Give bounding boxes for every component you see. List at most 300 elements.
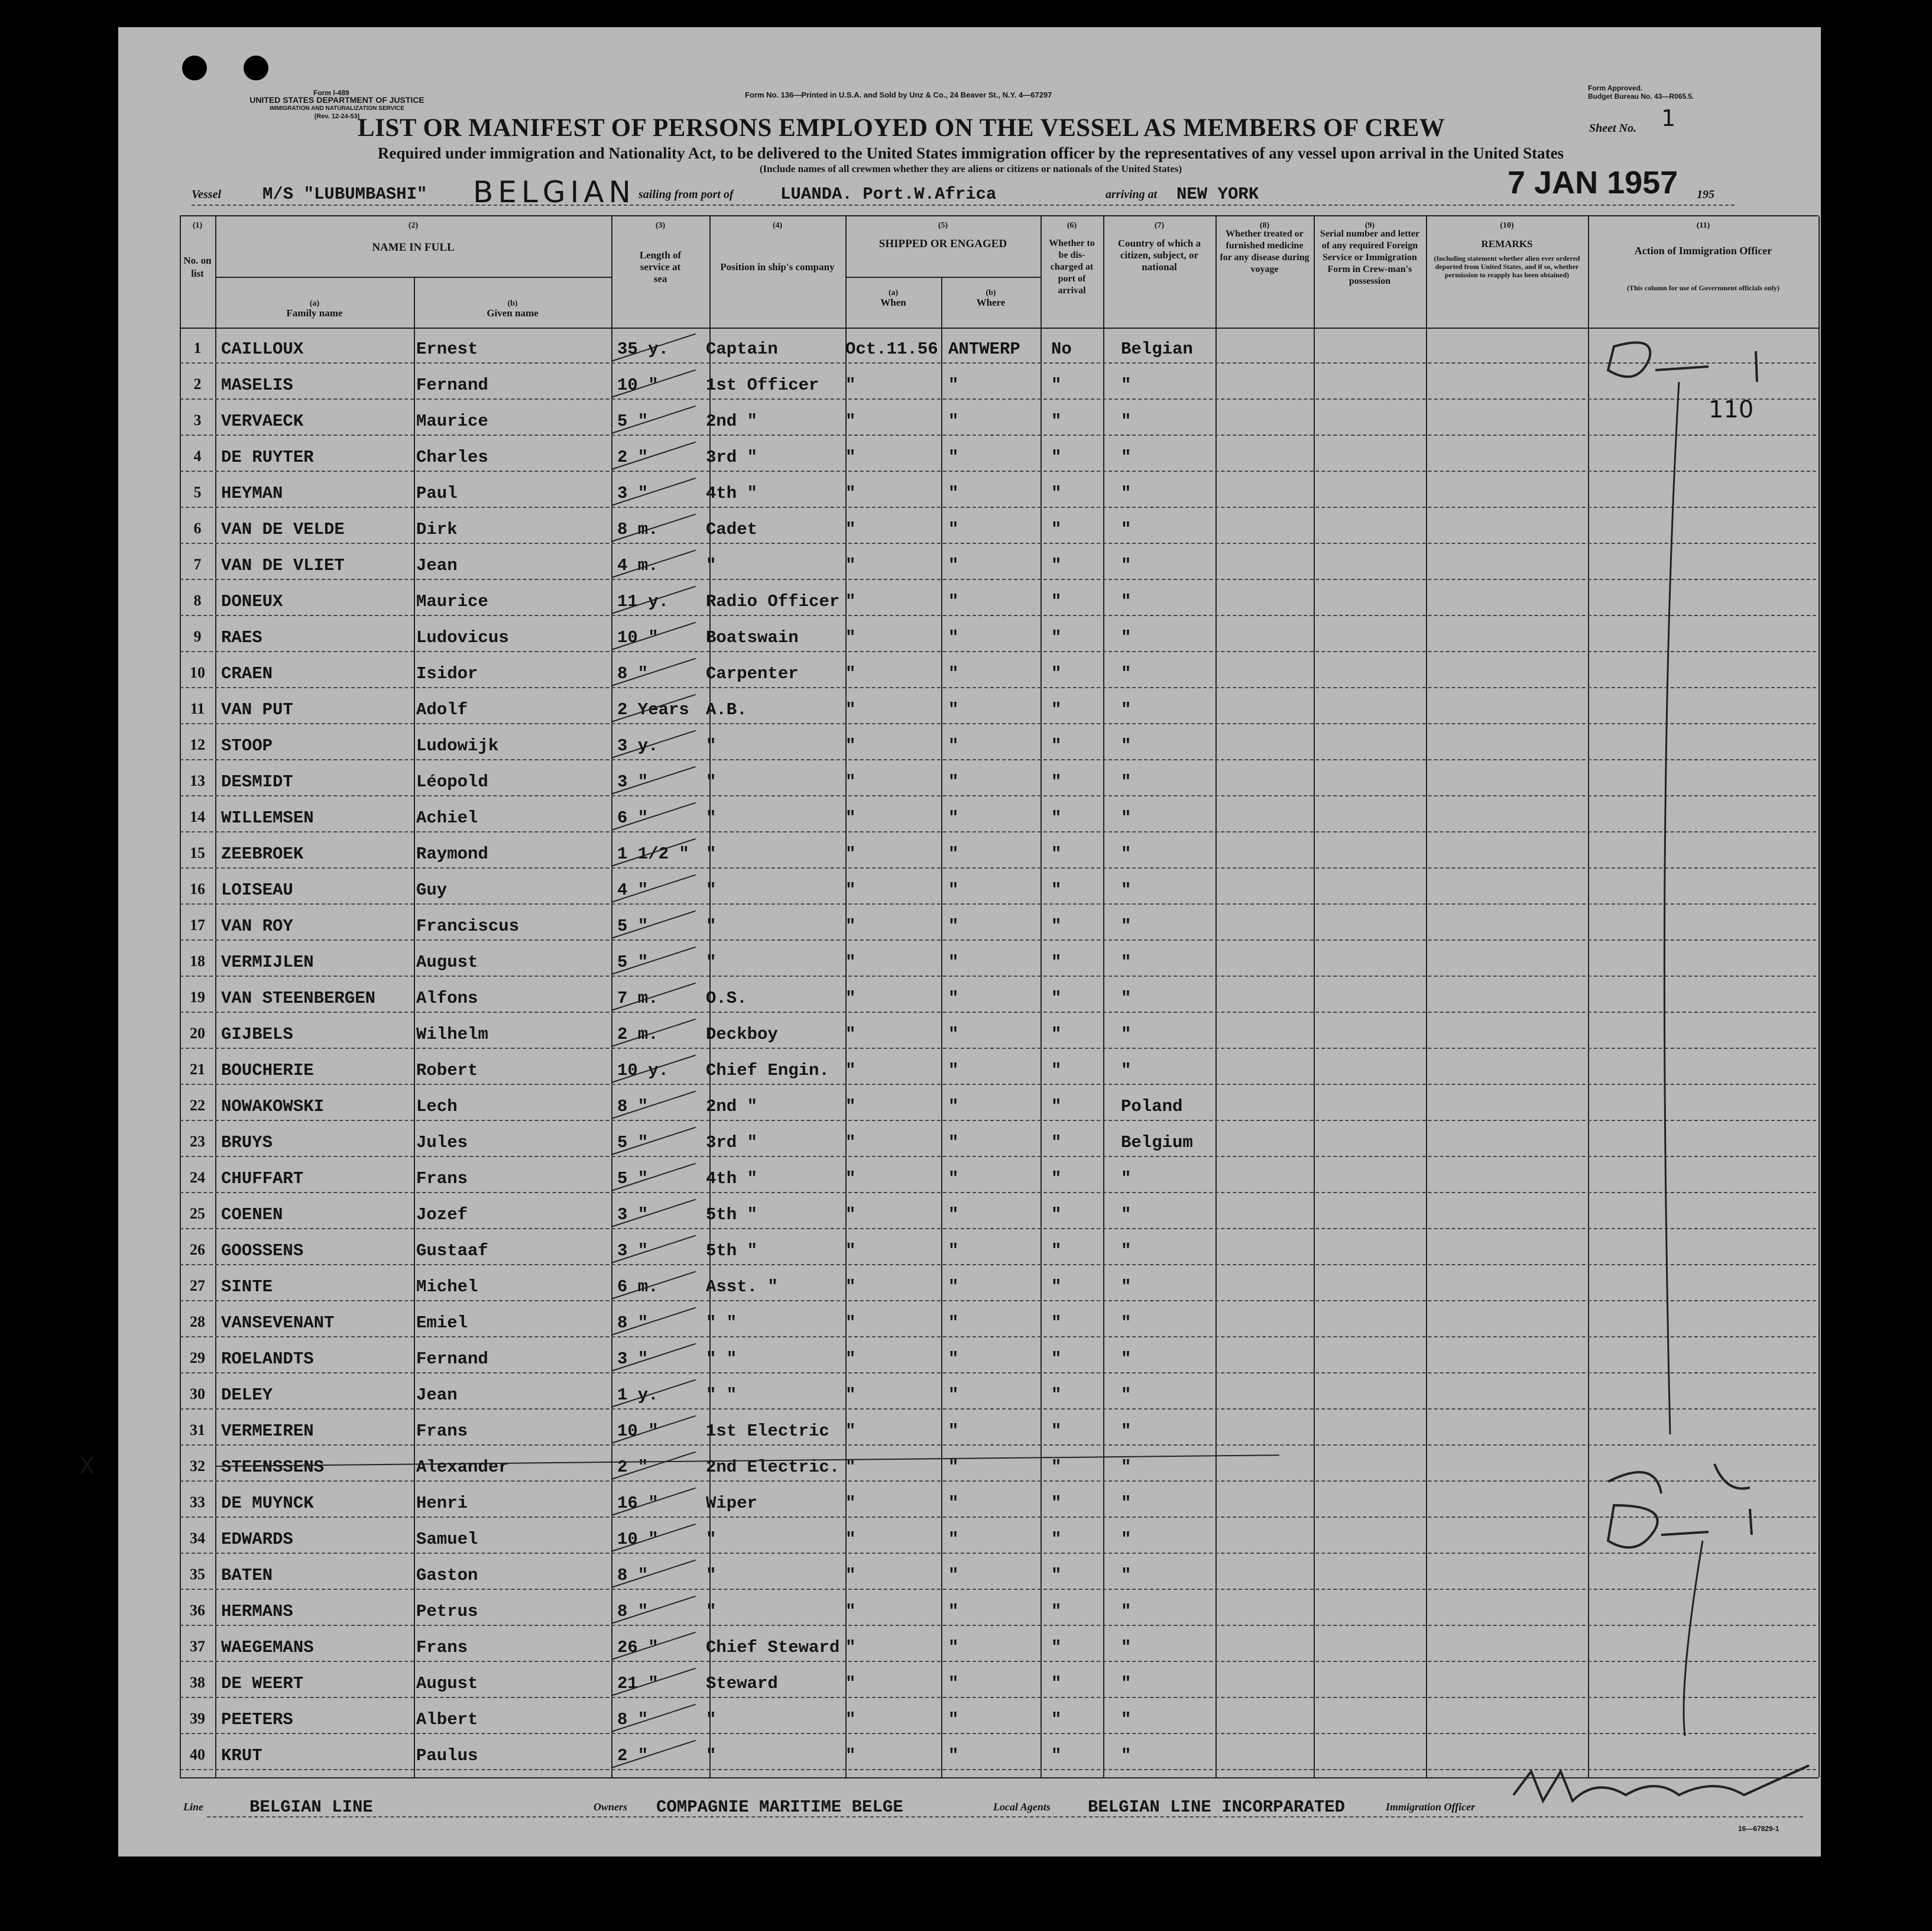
cell-position: " (706, 1530, 717, 1549)
cell-family: BATEN (221, 1566, 273, 1585)
cell-service: 10 " (617, 1530, 659, 1549)
col5-header: SHIPPED OR ENGAGED (879, 238, 1007, 250)
cell-service: 5 " (617, 952, 649, 972)
cell-when: " (845, 1493, 856, 1513)
cell-when: " (845, 844, 856, 864)
cell-service: 10 y. (617, 1061, 669, 1080)
cell-given: Maurice (416, 592, 488, 611)
cell-given: Léopold (416, 772, 488, 792)
action-bracket-line-2 (1684, 1541, 1703, 1736)
cell-given: Albert (416, 1710, 478, 1729)
cell-family: CAILLOUX (221, 339, 304, 359)
cell-where: " (948, 1457, 959, 1477)
cell-when: " (845, 989, 856, 1008)
cell-country: " (1121, 700, 1132, 720)
cell-when: " (845, 880, 856, 900)
cell-discharged: " (1051, 1277, 1062, 1297)
deletion-mark: X (79, 1453, 95, 1479)
owners-value: COMPAGNIE MARITIME BELGE (656, 1797, 903, 1817)
cell-given: Isidor (416, 664, 478, 683)
cell-when: " (845, 556, 856, 575)
cell-when: " (845, 484, 856, 503)
cell-no: 7 (193, 556, 202, 573)
cell-country: " (1121, 1061, 1132, 1080)
cell-position: 4th " (706, 484, 758, 503)
cell-when: " (845, 1277, 856, 1297)
cell-no: 25 (190, 1205, 205, 1222)
col5b-num: (b) (986, 289, 996, 297)
cell-position: 5th " (706, 1241, 758, 1261)
cell-service: 16 " (617, 1493, 659, 1513)
cell-position: " " (706, 1313, 737, 1333)
cell-position: 4th " (706, 1169, 758, 1188)
cell-family: CHUFFART (221, 1169, 304, 1188)
action-bracket-line (1664, 382, 1679, 1434)
cell-service: 3 " (617, 1205, 649, 1224)
col8-header: Whether treated or furnished medicine for any disease during voyage (1220, 229, 1309, 274)
cell-service: 26 " (617, 1638, 659, 1657)
cell-service: 8 " (617, 1566, 649, 1585)
cell-no: 26 (190, 1241, 205, 1258)
cell-position: " (706, 952, 717, 972)
cell-country: " (1121, 880, 1132, 900)
col11-num: (11) (1696, 221, 1710, 230)
cell-discharged: " (1051, 989, 1062, 1008)
cell-country: " (1121, 844, 1132, 864)
cell-discharged: " (1051, 1638, 1062, 1657)
cell-position: " (706, 556, 717, 575)
cell-no: 38 (190, 1674, 205, 1691)
cell-position: " (706, 772, 717, 792)
cell-where: " (948, 520, 959, 539)
cell-given: August (416, 1674, 478, 1693)
cell-no: 19 (190, 989, 205, 1006)
cell-no: 13 (190, 772, 205, 789)
cell-given: Guy (416, 880, 448, 900)
cell-given: Jozef (416, 1205, 468, 1224)
cell-discharged: " (1051, 1061, 1062, 1080)
cell-where: " (948, 1385, 959, 1405)
cell-discharged: " (1051, 448, 1062, 467)
cell-no: 8 (193, 592, 202, 609)
col10-note: (Including statement whether alien ever ordered deported from United States, and if so, whether permission to reapply has been obtained) (1434, 254, 1580, 279)
cell-service: 2 " (617, 1457, 649, 1477)
cell-discharged: " (1051, 664, 1062, 683)
cell-given: Jean (416, 1385, 458, 1405)
cell-country: Poland (1121, 1097, 1183, 1116)
cell-discharged: " (1051, 1674, 1062, 1693)
cell-discharged: " (1051, 1349, 1062, 1369)
handwritten-dash (1655, 367, 1709, 370)
col2b-header: Given name (487, 307, 539, 319)
col10-num: (10) (1500, 221, 1514, 230)
cell-where: " (948, 628, 959, 647)
col2-header: NAME IN FULL (372, 241, 455, 254)
agents-value: BELGIAN LINE INCORPARATED (1088, 1797, 1346, 1817)
cell-given: Jean (416, 556, 458, 575)
cell-given: Michel (416, 1277, 478, 1297)
cell-when: " (845, 1566, 856, 1585)
cell-country: " (1121, 808, 1132, 828)
cell-position: 5th " (706, 1205, 758, 1224)
cell-when: " (845, 1025, 856, 1044)
cell-discharged: " (1051, 1530, 1062, 1549)
cell-when: Oct.11.56 (845, 339, 938, 359)
cell-where: " (948, 808, 959, 828)
manifest-sheet (79, 27, 1821, 1857)
year-suffix: 195 (1697, 188, 1714, 201)
cell-when: " (845, 1638, 856, 1657)
cell-when: " (845, 1061, 856, 1080)
col3-header: Length of service at sea (639, 250, 682, 284)
cell-country: " (1121, 1421, 1132, 1441)
cell-country: " (1121, 1457, 1132, 1477)
col11-note: (This column for use of Government officials only) (1626, 284, 1780, 292)
cell-when: " (845, 628, 856, 647)
sheet-number: 1 (1661, 105, 1676, 131)
cell-service: 1 y. (617, 1385, 659, 1405)
col10-header: REMARKS (1481, 238, 1533, 250)
cell-discharged: " (1051, 1493, 1062, 1513)
officer-label: Immigration Officer (1386, 1801, 1476, 1813)
cell-position: " (706, 844, 717, 864)
cell-given: Frans (416, 1638, 468, 1657)
cell-discharged: " (1051, 375, 1062, 395)
cell-when: " (845, 1133, 856, 1152)
cell-discharged: " (1051, 556, 1062, 575)
cell-family: WAEGEMANS (221, 1638, 314, 1657)
cell-where: " (948, 1205, 959, 1224)
cell-given: Franciscus (416, 916, 520, 936)
line-value: BELGIAN LINE (249, 1797, 373, 1817)
cell-when: " (845, 1710, 856, 1729)
cell-when: " (845, 664, 856, 683)
cell-service: 8 " (617, 1313, 649, 1333)
cell-where: " (948, 1566, 959, 1585)
cell-service: 2 " (617, 1746, 649, 1765)
cell-family: VAN DE VELDE (221, 520, 345, 539)
cell-service: 1 1/2 " (617, 844, 689, 864)
cell-family: STEENSSENS (221, 1457, 325, 1477)
cell-position: 2nd " (706, 1097, 758, 1116)
cell-where: " (948, 1277, 959, 1297)
cell-where: " (948, 1638, 959, 1657)
cell-no: 18 (190, 952, 205, 970)
cell-given: Ludovicus (416, 628, 509, 647)
cell-family: DE RUYTER (221, 448, 314, 467)
cell-given: Adolf (416, 700, 468, 720)
cell-family: DELEY (221, 1385, 273, 1405)
cell-no: 5 (193, 484, 202, 501)
owners-label: Owners (594, 1801, 628, 1813)
cell-where: " (948, 916, 959, 936)
cell-when: " (845, 808, 856, 828)
form-subnote: (Include names of all crewmen whether they are aliens or citizens or nationals of the United States) (759, 163, 1182, 174)
cell-service: 8 " (617, 1710, 649, 1729)
cell-no: 17 (190, 916, 205, 934)
form-subtitle: Required under immigration and Nationality Act, to be delivered to the United States immigration officer by the representatives of any vessel upon arrival in the United States (377, 144, 1564, 162)
cell-country: " (1121, 1746, 1132, 1765)
cell-service: 4 m. (617, 556, 659, 575)
cell-discharged: " (1051, 772, 1062, 792)
cell-where: " (948, 1313, 959, 1333)
cell-service: 5 " (617, 916, 649, 936)
cell-family: VAN STEENBERGEN (221, 989, 376, 1008)
cell-position: Wiper (706, 1493, 758, 1513)
cell-given: Jules (416, 1133, 468, 1152)
cell-service: 10 " (617, 1421, 659, 1441)
cell-no: 36 (190, 1602, 205, 1619)
cell-position: " (706, 880, 717, 900)
cell-no: 32 (190, 1457, 205, 1475)
cell-given: Gaston (416, 1566, 478, 1585)
cell-given: Alexander (416, 1457, 509, 1477)
cell-no: 1 (193, 339, 202, 357)
agency-name: UNITED STATES DEPARTMENT OF JUSTICE (249, 95, 424, 105)
cell-no: 29 (190, 1349, 205, 1366)
cell-position: 2nd Electric. (706, 1457, 840, 1477)
port-from: LUANDA. Port.W.Africa (780, 184, 997, 204)
handwriting-layer (118, 27, 1821, 1857)
cell-no: 15 (190, 844, 205, 861)
cell-where: " (948, 484, 959, 503)
col4-header: Position in ship's company (720, 261, 835, 273)
cell-position: Deckboy (706, 1025, 778, 1044)
cell-position: Chief Engin. (706, 1061, 829, 1080)
cell-position: 2nd " (706, 412, 758, 431)
cell-country: " (1121, 916, 1132, 936)
cell-discharged: " (1051, 1385, 1062, 1405)
cell-where: " (948, 448, 959, 467)
cell-family: LOISEAU (221, 880, 293, 900)
col6-num: (6) (1067, 221, 1077, 230)
cell-country: " (1121, 1349, 1132, 1369)
cell-family: BRUYS (221, 1133, 273, 1152)
cell-given: Fernand (416, 375, 488, 395)
cell-given: Emiel (416, 1313, 468, 1333)
cell-service: 5 " (617, 1133, 649, 1152)
cell-when: " (845, 1313, 856, 1333)
cell-where: " (948, 952, 959, 972)
cell-when: " (845, 375, 856, 395)
form-revision: (Rev. 12-24-53) (314, 113, 360, 120)
cell-no: 39 (190, 1710, 205, 1727)
cell-service: 2 m. (617, 1025, 659, 1044)
cell-service: 2 Years (617, 700, 689, 720)
cell-family: COENEN (221, 1205, 283, 1224)
cell-no: 20 (190, 1025, 205, 1042)
cell-discharged: " (1051, 736, 1062, 756)
cell-country: " (1121, 1025, 1132, 1044)
cell-country: " (1121, 1277, 1132, 1297)
cell-position: Captain (706, 339, 778, 359)
cell-when: " (845, 1674, 856, 1693)
col2a-header: Family name (286, 307, 343, 319)
cell-service: 3 " (617, 484, 649, 503)
cell-position: 3rd " (706, 448, 758, 467)
cell-when: " (845, 1097, 856, 1116)
cell-when: " (845, 1385, 856, 1405)
col1-num: (1) (192, 221, 203, 230)
cell-family: KRUT (221, 1746, 262, 1765)
cell-where: " (948, 1493, 959, 1513)
cell-family: NOWAKOWSKI (221, 1097, 325, 1116)
cell-discharged: " (1051, 1566, 1062, 1585)
cell-when: " (845, 1421, 856, 1441)
cell-where: " (948, 989, 959, 1008)
cell-service: 21 " (617, 1674, 659, 1693)
vessel-name: M/S "LUBUMBASHI" (262, 184, 427, 204)
cell-service: 3 " (617, 1349, 649, 1369)
cell-no: 34 (190, 1530, 205, 1547)
col3-num: (3) (655, 221, 666, 230)
printer-line: Form No. 136—Printed in U.S.A. and Sold by Unz & Co., 24 Beaver St., N.Y. 4—67297 (745, 90, 1052, 99)
cell-service: 6 " (617, 808, 649, 828)
cell-where: " (948, 700, 959, 720)
cell-where: " (948, 1710, 959, 1729)
cell-where: " (948, 1530, 959, 1549)
cell-service: 3 " (617, 1241, 649, 1261)
cell-given: Lech (416, 1097, 458, 1116)
cell-no: 16 (190, 880, 205, 898)
cell-country: " (1121, 1241, 1132, 1261)
service-name: IMMIGRATION AND NATURALIZATION SERVICE (270, 105, 404, 112)
agents-label: Local Agents (993, 1801, 1051, 1813)
cell-no: 23 (190, 1133, 205, 1150)
cell-position: 1st Electric (706, 1421, 829, 1441)
col6-header: Whether to be dis-charged at port of arrival (1049, 238, 1095, 296)
cell-family: DESMIDT (221, 772, 293, 792)
cell-country: " (1121, 1674, 1132, 1693)
cell-discharged: " (1051, 628, 1062, 647)
cell-where: " (948, 772, 959, 792)
col7-num: (7) (1154, 221, 1165, 230)
cell-country: " (1121, 628, 1132, 647)
cell-discharged: " (1051, 952, 1062, 972)
cell-no: 37 (190, 1638, 205, 1655)
cell-family: DONEUX (221, 592, 283, 611)
cell-country: " (1121, 1530, 1132, 1549)
cell-discharged: " (1051, 916, 1062, 936)
cell-position: " (706, 916, 717, 936)
cell-country: " (1121, 772, 1132, 792)
cell-when: " (845, 916, 856, 936)
cell-no: 4 (193, 448, 202, 465)
cell-given: Paul (416, 484, 458, 503)
cell-country: " (1121, 736, 1132, 756)
cell-where: " (948, 880, 959, 900)
cell-family: GOOSSENS (221, 1241, 304, 1261)
cell-no: 30 (190, 1385, 205, 1402)
cell-country: " (1121, 412, 1132, 431)
cell-where: " (948, 1349, 959, 1369)
cell-given: Achiel (416, 808, 478, 828)
cell-given: Robert (416, 1061, 478, 1080)
cell-no: 6 (193, 520, 202, 537)
cell-when: " (845, 412, 856, 431)
cell-country: " (1121, 952, 1132, 972)
cell-discharged: " (1051, 880, 1062, 900)
cell-country: " (1121, 1566, 1132, 1585)
cell-family: CRAEN (221, 664, 273, 683)
cell-discharged: " (1051, 1602, 1062, 1621)
cell-service: 10 " (617, 375, 659, 395)
cell-family: DE MUYNCK (221, 1493, 314, 1513)
cell-country: " (1121, 520, 1132, 539)
col2b-num: (b) (507, 299, 518, 308)
cell-service: 3 " (617, 772, 649, 792)
cell-family: VAN ROY (221, 916, 293, 936)
cell-when: " (845, 1530, 856, 1549)
budget-number: Budget Bureau No. 43—R065.5. (1588, 92, 1694, 101)
cell-position: " " (706, 1349, 737, 1369)
cell-position: " " (706, 1385, 737, 1405)
cell-position: " (706, 736, 717, 756)
cell-position: A.B. (706, 700, 747, 720)
cell-discharged: " (1051, 1313, 1062, 1333)
cell-service: 4 " (617, 880, 649, 900)
cell-country: " (1121, 1638, 1132, 1657)
cell-no: 11 (190, 700, 205, 717)
cell-position: 3rd " (706, 1133, 758, 1152)
cell-family: WILLEMSEN (221, 808, 314, 828)
cell-discharged: " (1051, 808, 1062, 828)
cell-discharged: " (1051, 1025, 1062, 1044)
cell-family: DE WEERT (221, 1674, 304, 1693)
cell-given: Ludowijk (416, 736, 499, 756)
col11-header: Action of Immigration Officer (1634, 245, 1772, 257)
cell-family: VERVAECK (221, 412, 304, 431)
cell-no: 31 (190, 1421, 205, 1438)
cell-no: 10 (190, 664, 205, 681)
col1-header: No. on list (183, 255, 212, 279)
cell-no: 9 (193, 628, 202, 645)
cell-when: " (845, 1241, 856, 1261)
cell-where: " (948, 375, 959, 395)
cell-discharged: " (1051, 1421, 1062, 1441)
cell-service: 11 y. (617, 592, 669, 611)
cell-where: " (948, 1169, 959, 1188)
cell-when: " (845, 592, 856, 611)
cell-position: Chief Steward (706, 1638, 840, 1657)
cell-where: " (948, 736, 959, 756)
cell-given: Paulus (416, 1746, 478, 1765)
cell-discharged: " (1051, 484, 1062, 503)
cell-when: " (845, 952, 856, 972)
cell-given: Frans (416, 1421, 468, 1441)
cell-country: " (1121, 1205, 1132, 1224)
cell-where: " (948, 1061, 959, 1080)
handwritten-one (1756, 351, 1757, 382)
cell-family: BOUCHERIE (221, 1061, 314, 1080)
cell-family: STOOP (221, 736, 273, 756)
cell-given: Frans (416, 1169, 468, 1188)
cell-when: " (845, 1349, 856, 1369)
date-stamp: 7 JAN 1957 (1508, 165, 1678, 200)
cell-where: " (948, 1097, 959, 1116)
cell-given: Alfons (416, 989, 478, 1008)
handwritten-dash-2 (1661, 1509, 1752, 1535)
cell-discharged: " (1051, 1133, 1062, 1152)
vessel-flag: BELGIAN (473, 175, 636, 209)
arriving-label: arriving at (1106, 188, 1158, 201)
cell-no: 28 (190, 1313, 205, 1330)
cell-where: " (948, 1746, 959, 1765)
cell-discharged: " (1051, 1746, 1062, 1765)
cell-discharged: " (1051, 412, 1062, 431)
cell-family: ZEEBROEK (221, 844, 304, 864)
cell-family: HERMANS (221, 1602, 293, 1621)
